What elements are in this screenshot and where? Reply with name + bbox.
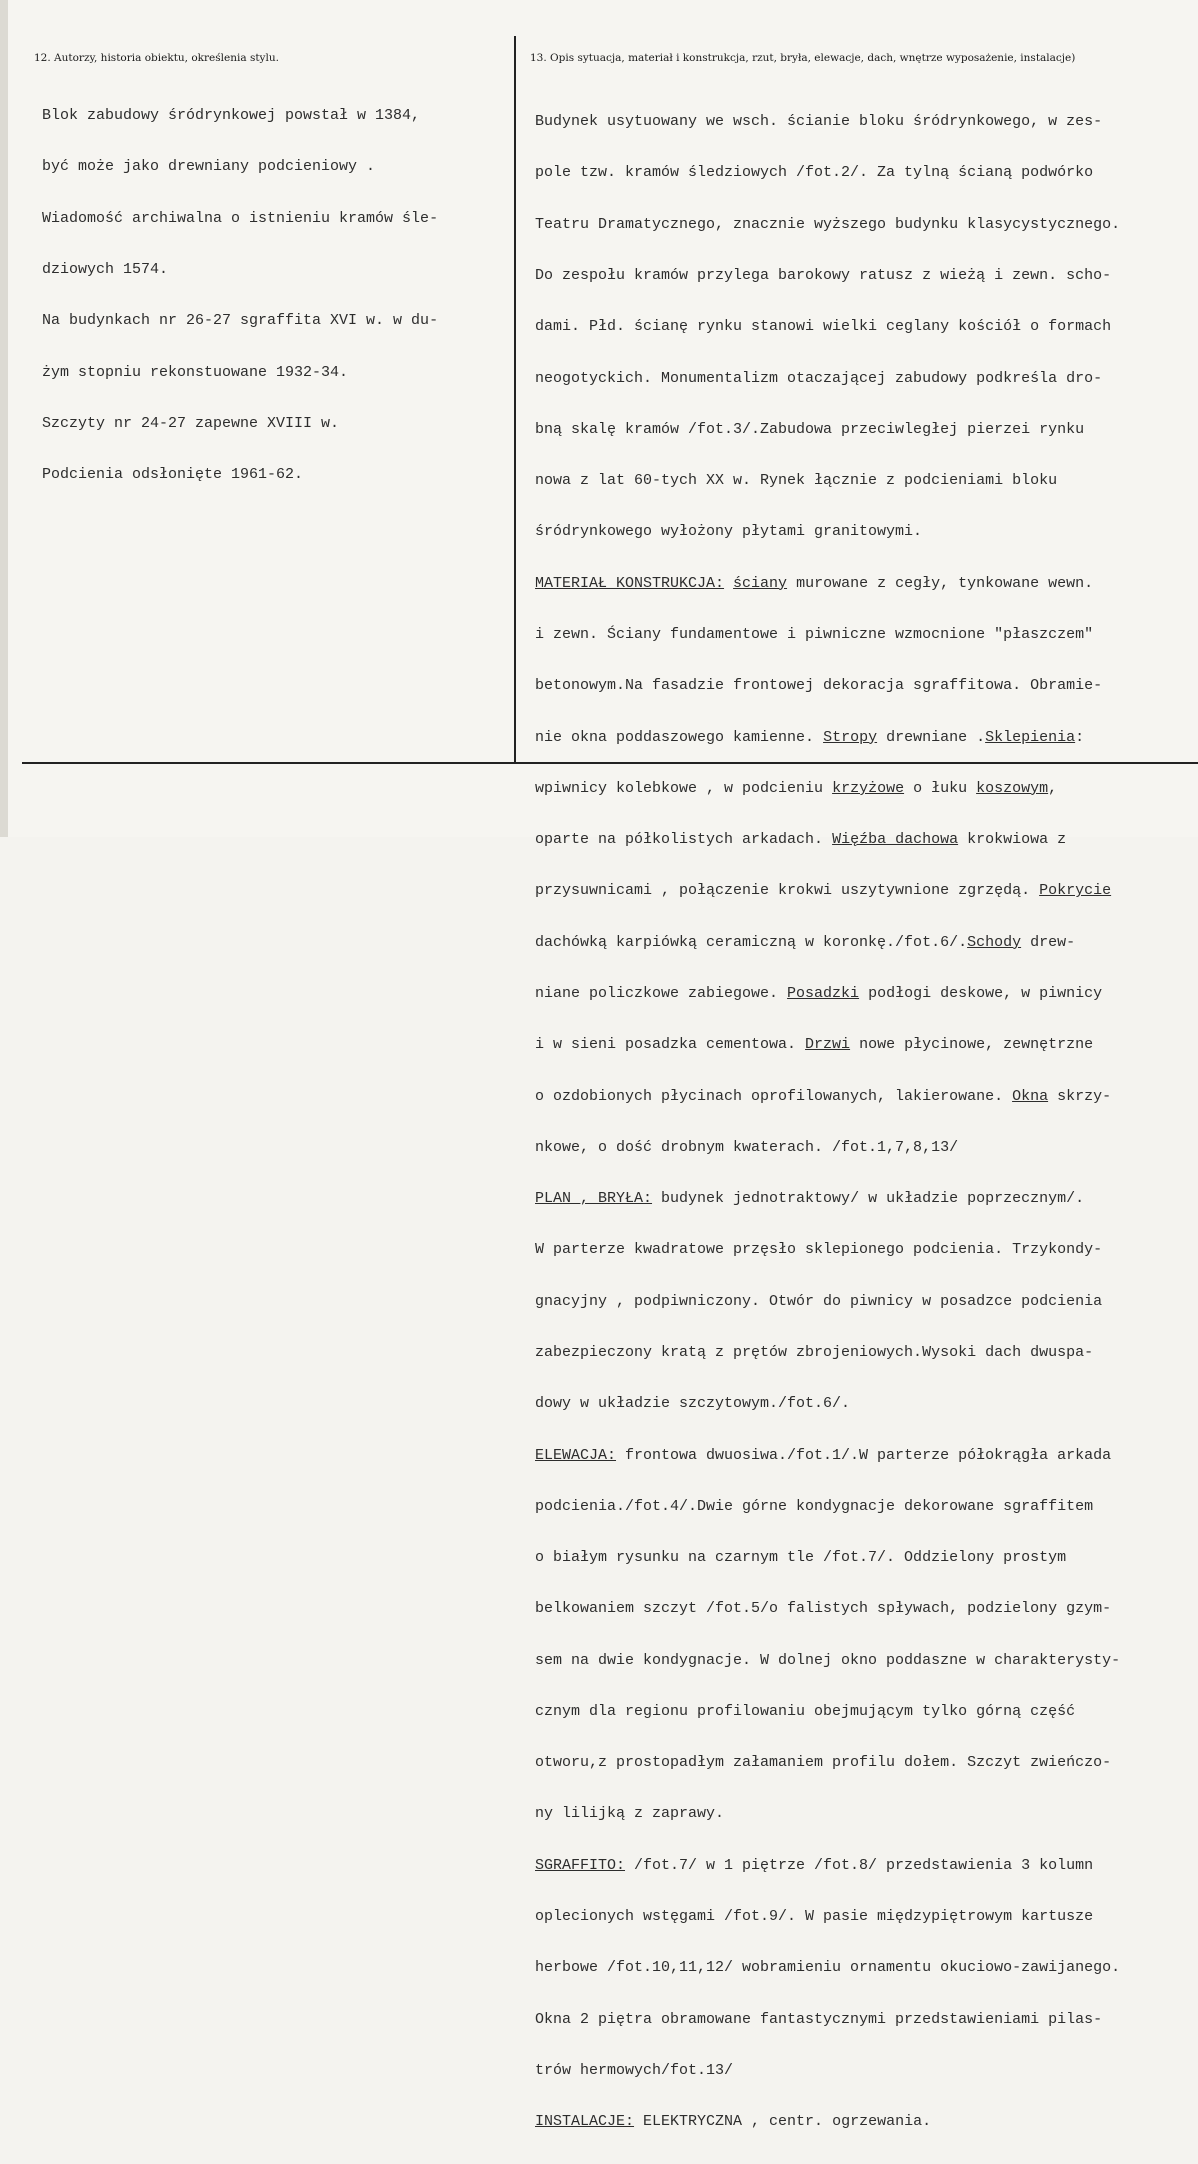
installations-section-label: INSTALACJE: bbox=[535, 2113, 635, 2131]
description-line: ny lilijką z zaprawy. bbox=[535, 1805, 725, 1823]
description-line bbox=[535, 1036, 1120, 1053]
description-line: zabezpieczony kratą z prętów zbrojeniowych.Wysoki dach dwuspa- bbox=[535, 1343, 1094, 1361]
description-line bbox=[535, 985, 1120, 1002]
description-line bbox=[535, 934, 1120, 951]
text-run: drew- bbox=[1021, 933, 1076, 951]
description-line: belkowaniem szczyt /fot.5/o falistych spływach, podzielony gzym- bbox=[535, 1600, 1112, 1618]
history-line: być może jako drewniany podcieniowy . bbox=[42, 158, 376, 176]
section-12-heading: 12. Autorzy, historia obiektu, określenia stylu. bbox=[34, 52, 279, 64]
description-line: sem na dwie kondygnacje. W dolnej okno poddaszne w charakterysty- bbox=[535, 1651, 1121, 1669]
history-line: Na budynkach nr 26-27 sgraffita XVI w. w du- bbox=[42, 312, 439, 330]
text-run: podłogi deskowe, w piwnicy bbox=[859, 984, 1103, 1002]
description-line bbox=[535, 1088, 1120, 1105]
text-run: dachówką karpiówką ceramiczną w koronkę./fot.6/. bbox=[535, 933, 968, 951]
column-divider bbox=[514, 36, 516, 762]
text-run: : bbox=[1075, 728, 1085, 746]
text-run: frontowa dwuosiwa./fot.1/.W parterze półokrągła arkada bbox=[616, 1446, 1112, 1464]
description-line: bną skalę kramów /fot.3/.Zabudowa przeciwległej pierzei rynku bbox=[535, 420, 1085, 438]
history-line: dziowych 1574. bbox=[42, 261, 169, 279]
elevation-section-label: ELEWACJA: bbox=[535, 1446, 617, 1464]
text-run bbox=[814, 729, 823, 746]
floors-label: Posadzki bbox=[787, 984, 860, 1002]
roof-truss-label: Więźba dachowa bbox=[832, 831, 959, 849]
cross-vault-term: krzyżowe bbox=[832, 779, 905, 797]
material-section-label: MATERIAŁ KONSTRUKCJA: bbox=[535, 574, 725, 592]
description-line bbox=[535, 1190, 1120, 1207]
text-run: ELEKTRYCZNA , centr. ogrzewania. bbox=[634, 2113, 932, 2131]
text-run: nowe płycinowe, zewnętrzne bbox=[850, 1036, 1094, 1054]
stairs-label: Schody bbox=[967, 933, 1022, 951]
description-line: W parterze kwadratowe przęsło sklepionego podcienia. Trzykondy- bbox=[535, 1241, 1103, 1259]
doors-label: Drzwi bbox=[805, 1036, 851, 1054]
text-run: o łuku bbox=[904, 779, 977, 797]
roofing-label: Pokrycie bbox=[1039, 882, 1112, 900]
page-left-edge bbox=[0, 0, 8, 837]
description-line bbox=[535, 780, 1120, 797]
description-line: Do zespołu kramów przylega barokowy ratusz z wieżą i zewn. scho- bbox=[535, 267, 1112, 285]
description-line: betonowym.Na fasadzie frontowej dekoracja sgraffitowa. Obramie- bbox=[535, 677, 1103, 695]
description-line: dowy w układzie szczytowym./fot.6/. bbox=[535, 1395, 851, 1413]
section-13-heading: 13. Opis sytuacja, materiał i konstrukcja, rzut, bryła, elewacje, dach, wnętrze wyposażenie, instalacje) bbox=[530, 52, 1076, 64]
description-line: neogotyckich. Monumentalizm otaczającej zabudowy podkreśla dro- bbox=[535, 369, 1103, 387]
ceilings-label: Stropy bbox=[823, 728, 878, 746]
history-line: Szczyty nr 24-27 zapewne XVIII w. bbox=[42, 414, 340, 432]
description-line bbox=[535, 729, 1120, 746]
text-run: wpiwnicy kolebkowe , w podcieniu bbox=[535, 779, 833, 797]
description-line: podcienia./fot.4/.Dwie górne kondygnacje dekorowane sgraffitem bbox=[535, 1497, 1094, 1515]
history-line: żym stopniu rekonstuowane 1932-34. bbox=[42, 363, 349, 381]
text-run: , bbox=[1048, 779, 1058, 797]
text-run: niane policzkowe zabiegowe. bbox=[535, 984, 788, 1002]
basket-arch-term: koszowym bbox=[976, 779, 1049, 797]
description-line: Teatru Dramatycznego, znacznie wyższego budynku klasycystycznego. bbox=[535, 215, 1121, 233]
section-13-body bbox=[535, 79, 1120, 2164]
text-run: murowane z cegły, tynkowane wewn. bbox=[787, 574, 1094, 592]
description-line: i zewn. Ściany fundamentowe i piwniczne wzmocnione "płaszczem" bbox=[535, 626, 1094, 643]
description-line: herbowe /fot.10,11,12/ wobramieniu ornamentu okuciowo-zawijanego. bbox=[535, 1959, 1121, 1977]
text-run: skrzy- bbox=[1048, 1087, 1112, 1105]
description-line bbox=[535, 575, 1120, 592]
text-run: i w sieni posadzka cementowa. bbox=[535, 1036, 806, 1054]
text-run: budynek jednotraktowy/ w układzie poprzecznym/. bbox=[652, 1190, 1085, 1208]
description-line: cznym dla regionu profilowaniu obejmującym tylko górną część bbox=[535, 1702, 1076, 1720]
text-run: oparte na półkolistych arkadach. bbox=[535, 831, 833, 849]
description-line bbox=[535, 1447, 1120, 1464]
description-line bbox=[535, 882, 1120, 899]
text-run: krokwiowa z bbox=[958, 831, 1067, 849]
text-run bbox=[724, 575, 733, 592]
text-run: o ozdobionych płycinach oprofilowanych, lakierowane. bbox=[535, 1087, 1013, 1105]
section-12-body bbox=[42, 73, 438, 517]
vaults-label: Sklepienia bbox=[985, 728, 1076, 746]
walls-label: ściany bbox=[733, 574, 788, 592]
description-line: nkowe, o dość drobnym kwaterach. /fot.1,7,8,13/ bbox=[535, 1138, 959, 1156]
history-line: Blok zabudowy śródrynkowej powstał w 1384, bbox=[42, 107, 421, 125]
description-line: trów hermowych/fot.13/ bbox=[535, 2061, 734, 2079]
text-run: przysuwnicami , połączenie krokwi uszytywnione zgrzędą. bbox=[535, 882, 1040, 900]
description-line: dami. Płd. ścianę rynku stanowi wielki ceglany kościół o formach bbox=[535, 318, 1112, 336]
description-line: otworu,z prostopadłym załamaniem profilu dołem. Szczyt zwieńczo- bbox=[535, 1754, 1112, 1772]
description-line: Okna 2 piętra obramowane fantastycznymi przedstawieniami pilas- bbox=[535, 2010, 1103, 2028]
text-run: nie okna poddaszowego kamienne. bbox=[535, 728, 815, 746]
text-run: drewniane . bbox=[877, 728, 986, 746]
description-line: pole tzw. kramów śledziowych /fot.2/. Za tylną ścianą podwórko bbox=[535, 164, 1094, 182]
description-line: oplecionych wstęgami /fot.9/. W pasie międzypiętrowym kartusze bbox=[535, 1908, 1094, 1926]
description-line bbox=[535, 1857, 1120, 1874]
description-line: o białym rysunku na czarnym tle /fot.7/. Oddzielony prostym bbox=[535, 1549, 1067, 1567]
history-line: Podcienia odsłonięte 1961-62. bbox=[42, 466, 304, 484]
plan-section-label: PLAN , BRYŁA: bbox=[535, 1190, 653, 1208]
description-line: śródrynkowego wyłożony płytami granitowymi. bbox=[535, 523, 923, 541]
text-run: /fot.7/ w 1 piętrze /fot.8/ przedstawienia 3 kolumn bbox=[625, 1856, 1094, 1874]
windows-label: Okna bbox=[1012, 1087, 1049, 1105]
description-line: gnacyjny , podpiwniczony. Otwór do piwnicy w posadzce podcienia bbox=[535, 1292, 1103, 1310]
sgraffito-section-label: SGRAFFITO: bbox=[535, 1856, 626, 1874]
history-line: Wiadomość archiwalna o istnieniu kramów śle- bbox=[42, 209, 439, 227]
description-line: nowa z lat 60-tych XX w. Rynek łącznie z podcieniami bloku bbox=[535, 472, 1058, 490]
description-line bbox=[535, 831, 1120, 848]
description-line bbox=[535, 2113, 1120, 2130]
description-line: Budynek usytuowany we wsch. ścianie bloku śródrynkowego, w zes- bbox=[535, 113, 1103, 131]
